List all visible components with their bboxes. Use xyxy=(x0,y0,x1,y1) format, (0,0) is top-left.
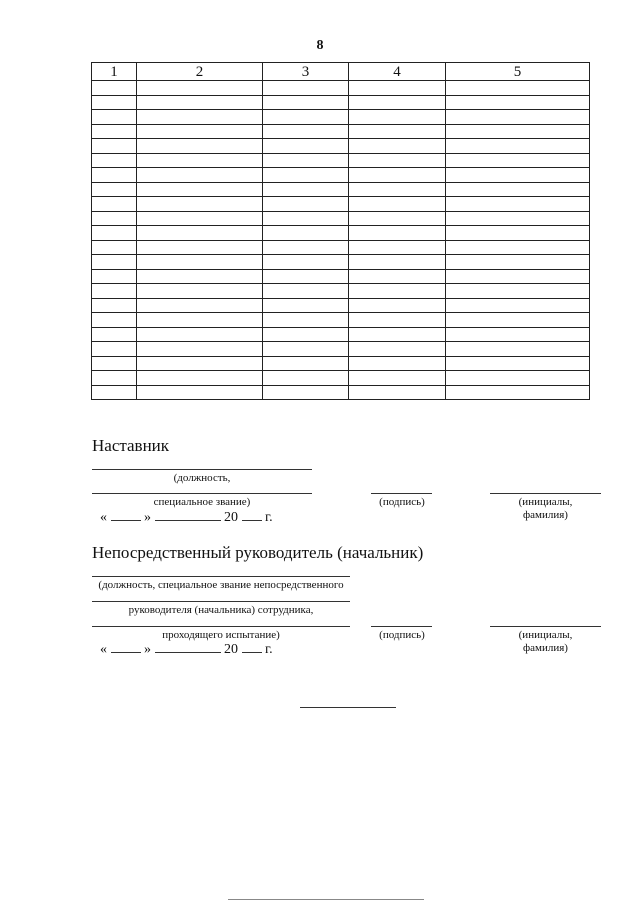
supervisor-date-year-suffix: г. xyxy=(265,642,273,657)
table-cell xyxy=(446,255,590,270)
mentor-initials-line xyxy=(490,493,601,494)
table-cell xyxy=(349,139,446,154)
table-row xyxy=(92,342,590,357)
table-cell xyxy=(92,356,137,371)
table-cell xyxy=(137,342,263,357)
table-cell xyxy=(137,371,263,386)
table-row xyxy=(92,110,590,125)
table-cell xyxy=(446,168,590,183)
table-cell xyxy=(263,240,349,255)
table-row xyxy=(92,284,590,299)
table-cell xyxy=(263,182,349,197)
table-cell xyxy=(92,327,137,342)
mentor-month-blank xyxy=(155,510,221,521)
table-cell xyxy=(349,240,446,255)
table-cell xyxy=(349,226,446,241)
page-number: 8 xyxy=(316,38,324,53)
table-cell xyxy=(349,284,446,299)
table-cell xyxy=(92,240,137,255)
table-cell xyxy=(92,255,137,270)
table-cell xyxy=(446,197,590,212)
table-cell xyxy=(446,342,590,357)
supervisor-signature-line xyxy=(371,626,432,627)
table-cell xyxy=(349,269,446,284)
table-cell xyxy=(446,139,590,154)
supervisor-month-blank xyxy=(155,642,221,653)
table-cell xyxy=(137,124,263,139)
mentor-rank-caption: специальное звание) xyxy=(153,496,251,508)
table-cell xyxy=(137,153,263,168)
supervisor-date-open-quote: « xyxy=(100,642,107,657)
table-cell xyxy=(446,356,590,371)
table-cell xyxy=(137,313,263,328)
table-cell xyxy=(446,371,590,386)
table-cell xyxy=(263,211,349,226)
table-row xyxy=(92,269,590,284)
mentor-date-year-prefix: 20 xyxy=(224,510,238,525)
table-cell xyxy=(263,255,349,270)
supervisor-initials-line xyxy=(490,626,601,627)
table-row xyxy=(92,95,590,110)
table-cell xyxy=(349,211,446,226)
table-cell xyxy=(137,269,263,284)
table-body xyxy=(92,81,590,400)
table-cell xyxy=(446,153,590,168)
table-cell xyxy=(137,95,263,110)
table-cell xyxy=(263,313,349,328)
supervisor-date-close-quote: » xyxy=(144,642,151,657)
table-cell xyxy=(446,269,590,284)
supervisor-line-1 xyxy=(92,576,350,577)
table-row xyxy=(92,124,590,139)
supervisor-year-blank xyxy=(242,642,262,653)
table-cell xyxy=(446,313,590,328)
data-table xyxy=(91,62,590,400)
table-cell xyxy=(92,298,137,313)
table-cell xyxy=(446,240,590,255)
table-cell xyxy=(137,255,263,270)
column-header-3: 3 xyxy=(263,63,349,81)
table-cell xyxy=(263,226,349,241)
table-cell xyxy=(92,110,137,125)
table-cell xyxy=(446,385,590,400)
table-row xyxy=(92,168,590,183)
table-cell xyxy=(263,81,349,96)
mentor-date-close-quote: » xyxy=(144,510,151,525)
table-cell xyxy=(446,110,590,125)
table-cell xyxy=(92,313,137,328)
table-cell xyxy=(263,284,349,299)
table-cell xyxy=(137,284,263,299)
column-header-5: 5 xyxy=(446,63,590,81)
table-cell xyxy=(446,124,590,139)
table-cell xyxy=(92,182,137,197)
table-cell xyxy=(92,371,137,386)
table-cell xyxy=(92,168,137,183)
table-cell xyxy=(92,385,137,400)
table-cell xyxy=(349,385,446,400)
bottom-edge-line xyxy=(228,899,424,900)
supervisor-heading: Непосредственный руководитель (начальник) xyxy=(92,543,424,562)
table-cell xyxy=(349,356,446,371)
mentor-position-line xyxy=(92,469,312,470)
table-cell xyxy=(137,240,263,255)
mentor-signature-line xyxy=(371,493,432,494)
table-row xyxy=(92,371,590,386)
supervisor-initials-caption-2: фамилия) xyxy=(523,642,568,654)
table-cell xyxy=(446,81,590,96)
table-cell xyxy=(263,168,349,183)
supervisor-signature-caption: (подпись) xyxy=(379,629,425,641)
table-cell xyxy=(263,110,349,125)
supervisor-initials-caption-1: (инициалы, xyxy=(518,629,573,641)
end-separator-line xyxy=(300,707,396,708)
table-row xyxy=(92,182,590,197)
table-cell xyxy=(446,226,590,241)
table-row xyxy=(92,255,590,270)
table-cell xyxy=(446,182,590,197)
table-row xyxy=(92,226,590,241)
table-row xyxy=(92,313,590,328)
supervisor-caption-1: (должность, специальное звание непосредственного xyxy=(98,579,344,591)
table-cell xyxy=(263,327,349,342)
table-cell xyxy=(446,284,590,299)
supervisor-caption-2: руководителя (начальника) сотрудника, xyxy=(128,604,314,616)
table-row xyxy=(92,211,590,226)
table-row xyxy=(92,81,590,96)
mentor-date-open-quote: « xyxy=(100,510,107,525)
table-cell xyxy=(349,95,446,110)
table-cell xyxy=(446,211,590,226)
table-cell xyxy=(263,124,349,139)
table-cell xyxy=(446,298,590,313)
supervisor-caption-3: проходящего испытание) xyxy=(162,629,280,641)
table-cell xyxy=(263,371,349,386)
table-cell xyxy=(137,139,263,154)
table-cell xyxy=(446,95,590,110)
table-cell xyxy=(263,356,349,371)
table-cell xyxy=(446,327,590,342)
table-cell xyxy=(349,197,446,212)
mentor-rank-line xyxy=(92,493,312,494)
supervisor-date-year-prefix: 20 xyxy=(224,642,238,657)
table-cell xyxy=(92,342,137,357)
mentor-signature-caption: (подпись) xyxy=(379,496,425,508)
mentor-year-blank xyxy=(242,510,262,521)
table-cell xyxy=(349,255,446,270)
table-header-row xyxy=(92,63,590,81)
table-cell xyxy=(137,298,263,313)
table-cell xyxy=(349,81,446,96)
table-cell xyxy=(263,197,349,212)
table-cell xyxy=(92,139,137,154)
supervisor-day-blank xyxy=(111,642,141,653)
table-cell xyxy=(349,153,446,168)
table-cell xyxy=(263,153,349,168)
column-header-2: 2 xyxy=(137,63,263,81)
table-cell xyxy=(263,342,349,357)
table-cell xyxy=(92,211,137,226)
table-cell xyxy=(92,124,137,139)
mentor-day-blank xyxy=(111,510,141,521)
table-cell xyxy=(263,95,349,110)
table-cell xyxy=(263,298,349,313)
table-cell xyxy=(349,327,446,342)
mentor-date-year-suffix: г. xyxy=(265,510,273,525)
mentor-initials-caption-2: фамилия) xyxy=(523,509,568,521)
mentor-heading: Наставник xyxy=(92,436,170,455)
mentor-initials-caption-1: (инициалы, xyxy=(518,496,573,508)
table-row xyxy=(92,327,590,342)
table-cell xyxy=(263,139,349,154)
table-row xyxy=(92,197,590,212)
table-cell xyxy=(92,81,137,96)
table-row xyxy=(92,153,590,168)
table-cell xyxy=(349,342,446,357)
table-cell xyxy=(92,95,137,110)
table-cell xyxy=(137,385,263,400)
table-row xyxy=(92,139,590,154)
column-header-4: 4 xyxy=(349,63,446,81)
table-cell xyxy=(137,182,263,197)
table-cell xyxy=(92,197,137,212)
table-cell xyxy=(349,313,446,328)
supervisor-line-2 xyxy=(92,601,350,602)
table-cell xyxy=(349,371,446,386)
table-row xyxy=(92,298,590,313)
table-cell xyxy=(137,81,263,96)
table-cell xyxy=(92,153,137,168)
table-cell xyxy=(137,197,263,212)
table-cell xyxy=(92,269,137,284)
table-row xyxy=(92,240,590,255)
supervisor-line-3 xyxy=(92,626,350,627)
table-cell xyxy=(263,385,349,400)
table-cell xyxy=(349,110,446,125)
table-cell xyxy=(137,168,263,183)
mentor-position-caption: (должность, xyxy=(173,472,231,484)
table-row xyxy=(92,385,590,400)
table-cell xyxy=(137,356,263,371)
table-cell xyxy=(137,211,263,226)
column-header-1: 1 xyxy=(92,63,137,81)
table-row xyxy=(92,356,590,371)
table-cell xyxy=(349,298,446,313)
supervisor-date-line xyxy=(100,642,273,658)
table-cell xyxy=(137,110,263,125)
table-cell xyxy=(137,226,263,241)
table-cell xyxy=(137,327,263,342)
table-cell xyxy=(92,226,137,241)
table-cell xyxy=(349,124,446,139)
mentor-date-line xyxy=(100,510,273,526)
table-cell xyxy=(263,269,349,284)
table-cell xyxy=(349,182,446,197)
table-cell xyxy=(349,168,446,183)
table-cell xyxy=(92,284,137,299)
